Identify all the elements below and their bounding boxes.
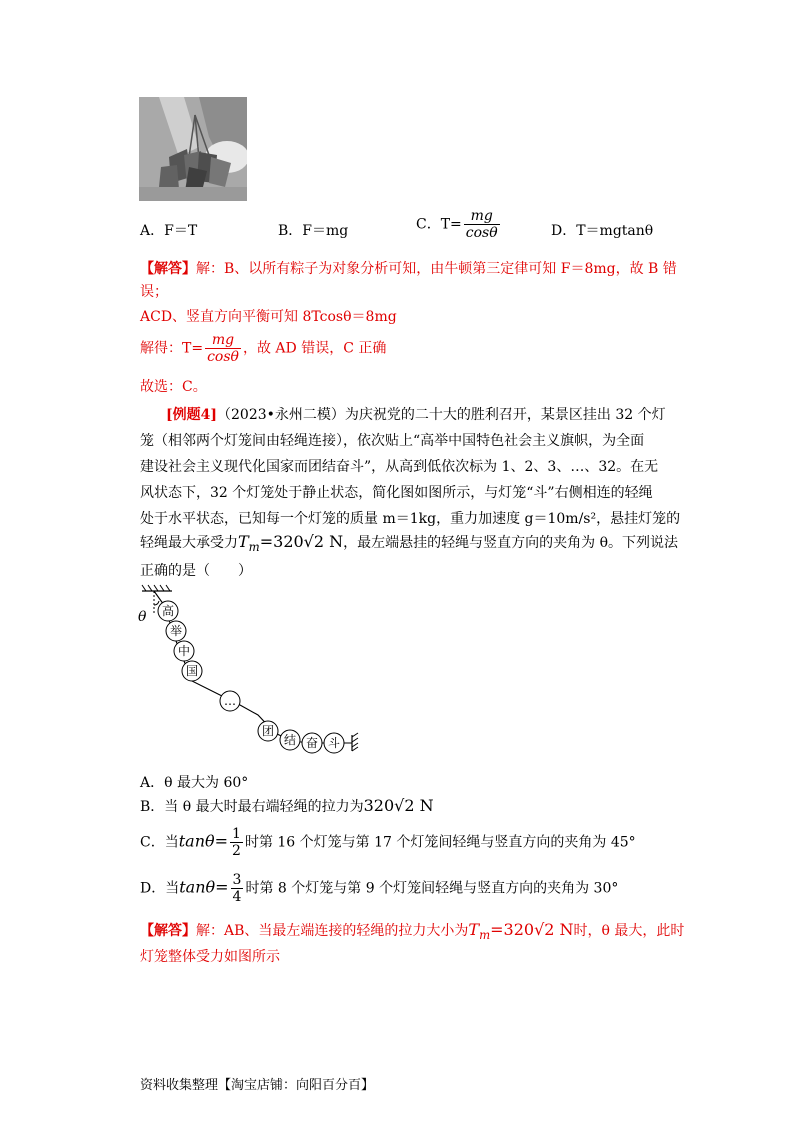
q3-solution-line3-suffix: ，故 AD 错误，C 正确 bbox=[242, 340, 387, 357]
q3-solution-line1b: 误； bbox=[140, 284, 168, 300]
answer-tag: 【解答】 bbox=[140, 261, 196, 277]
example4-line1 bbox=[166, 404, 666, 424]
lantern-label-6: 团 bbox=[261, 724, 275, 738]
option-c-prefix: C．T= bbox=[416, 216, 462, 233]
ex4-option-d-numerator: 3 bbox=[232, 872, 242, 888]
lantern-label-8: 奋 bbox=[305, 736, 319, 750]
ex4-solution-suffix: 时，θ 最大，此时 bbox=[573, 923, 685, 939]
ex4-option-c: C．当tanθ= $\frac{1}{2}$ 时第 16 个灯笼与第 17 个灯笼间轻绳与竖直方向的夹角为 45° bbox=[140, 826, 636, 859]
option-c-fraction bbox=[464, 208, 500, 241]
example4-line6 bbox=[140, 532, 678, 554]
lantern-label-7: 结 bbox=[283, 733, 297, 747]
ex4-option-b bbox=[140, 796, 434, 816]
example4-line2: 笼（相邻两个灯笼间由轻绳连接），依次贴上“高举中国特色社会主义旗帜，为全面 bbox=[140, 433, 645, 449]
option-c bbox=[416, 208, 502, 241]
ex4-solution-line1 bbox=[140, 920, 684, 942]
lantern-label-2: 举 bbox=[169, 624, 183, 638]
page-footer: 资料收集整理【淘宝店铺：向阳百分百】 bbox=[140, 1078, 375, 1093]
q3-solution-line1 bbox=[140, 258, 677, 278]
lantern-diagram bbox=[130, 583, 370, 768]
ex4-option-b-math: 320√2 N bbox=[363, 796, 434, 815]
option-c-numerator: mg bbox=[464, 208, 500, 225]
example4-line6-prefix: 轻绳最大承受力 bbox=[140, 535, 238, 551]
ex4-solution-prefix: 解：AB、当最左端连接的轻绳的拉力大小为 bbox=[196, 923, 469, 939]
lantern-diagram-svg bbox=[130, 583, 370, 768]
ex4-option-d-fraction bbox=[231, 872, 244, 905]
q3-solution-numerator: mg bbox=[205, 332, 241, 349]
ex4-option-d-prefix: D．当 bbox=[140, 880, 180, 897]
q3-solution-text1: 解：B、以所有粽子为对象分析可知，由牛顿第三定律可知 F＝8mg，故 B 错 bbox=[196, 261, 677, 277]
q3-solution-line3-prefix: 解得：T= bbox=[140, 340, 204, 357]
example4-line6-suffix: ，最左端悬挂的轻绳与竖直方向的夹角为 θ。下列说法 bbox=[343, 535, 679, 551]
ex4-solution-tension-value: =320√2 N bbox=[490, 920, 574, 939]
q3-solution-line2: ACD、竖直方向平衡可知 8Tcosθ＝8mg bbox=[140, 309, 397, 325]
ex4-option-c-suffix: 时第 16 个灯笼与第 17 个灯笼间轻绳与竖直方向的夹角为 45° bbox=[244, 834, 636, 851]
option-c-denominator: cosθ bbox=[465, 225, 498, 241]
ex4-option-d: D．当tanθ= $\frac{3}{4}$ 时第 8 个灯笼与第 9 个灯笼间轻绳与竖直方向的夹角为 30° bbox=[140, 872, 619, 905]
lantern-label-3: 中 bbox=[177, 644, 191, 658]
q3-solution-fraction bbox=[205, 332, 241, 365]
ex4-solution-tension-subscript: m bbox=[479, 927, 491, 942]
ex4-option-c-numerator: 1 bbox=[232, 826, 241, 842]
example4-tag: [例题4] bbox=[166, 407, 217, 423]
lantern-label-1: 高 bbox=[161, 604, 175, 618]
zongzi-photo bbox=[139, 97, 247, 201]
tension-subscript: m bbox=[248, 539, 260, 554]
option-a: A．F＝T bbox=[140, 223, 198, 239]
lantern-label-9: 斗 bbox=[327, 736, 341, 750]
ex4-option-d-suffix: 时第 8 个灯笼与第 9 个灯笼间轻绳与竖直方向的夹角为 30° bbox=[245, 880, 619, 897]
example4-text1: （2023•永州二模）为庆祝党的二十大的胜利召开，某景区挂出 32 个灯 bbox=[217, 407, 666, 423]
ex4-option-c-fraction bbox=[230, 826, 243, 859]
example4-line7: 正确的是（ ） bbox=[140, 563, 252, 579]
ex4-solution-line2: 灯笼整体受力如图所示 bbox=[140, 949, 280, 965]
zongzi-photo-art bbox=[139, 97, 247, 201]
example4-line4: 风状态下，32 个灯笼处于静止状态，简化图如图所示，与灯笼“斗”右侧相连的轻绳 bbox=[140, 485, 653, 501]
option-d: D．T＝mgtanθ bbox=[551, 223, 654, 239]
lantern-labels bbox=[162, 603, 340, 750]
example4-line3: 建设社会主义现代化国家而团结奋斗”，从高到低依次标为 1、2、3、…、32。在无 bbox=[140, 459, 659, 475]
q3-solution-line4: 故选：C。 bbox=[140, 379, 207, 395]
ex4-option-d-denominator: 4 bbox=[232, 889, 242, 905]
tension-symbol: T bbox=[238, 532, 249, 551]
ex4-option-c-denominator: 2 bbox=[232, 843, 241, 859]
ex4-option-c-prefix: C．当 bbox=[140, 834, 179, 851]
tension-value: =320√2 N bbox=[259, 532, 344, 551]
example4-line5: 处于水平状态，已知每一个灯笼的质量 m＝1kg，重力加速度 g＝10m/s²，悬挂灯笼的 bbox=[140, 511, 681, 527]
ex4-solution-tension-symbol: T bbox=[468, 920, 480, 939]
lantern-label-4: 国 bbox=[185, 664, 199, 678]
q3-solution-line3 bbox=[140, 332, 386, 365]
theta-label: θ bbox=[138, 609, 147, 625]
ex4-option-d-tan: tanθ bbox=[179, 877, 216, 897]
q3-solution-denominator: cosθ bbox=[207, 349, 239, 365]
ex4-option-b-prefix: B．当 θ 最大时最右端轻绳的拉力为 bbox=[140, 799, 364, 815]
ex4-option-c-tan: tanθ bbox=[178, 831, 215, 851]
ex4-answer-tag: 【解答】 bbox=[140, 923, 196, 939]
option-b: B．F＝mg bbox=[278, 223, 349, 239]
lantern-label-5: … bbox=[224, 694, 236, 708]
ex4-option-a: A．θ 最大为 60° bbox=[140, 775, 249, 791]
